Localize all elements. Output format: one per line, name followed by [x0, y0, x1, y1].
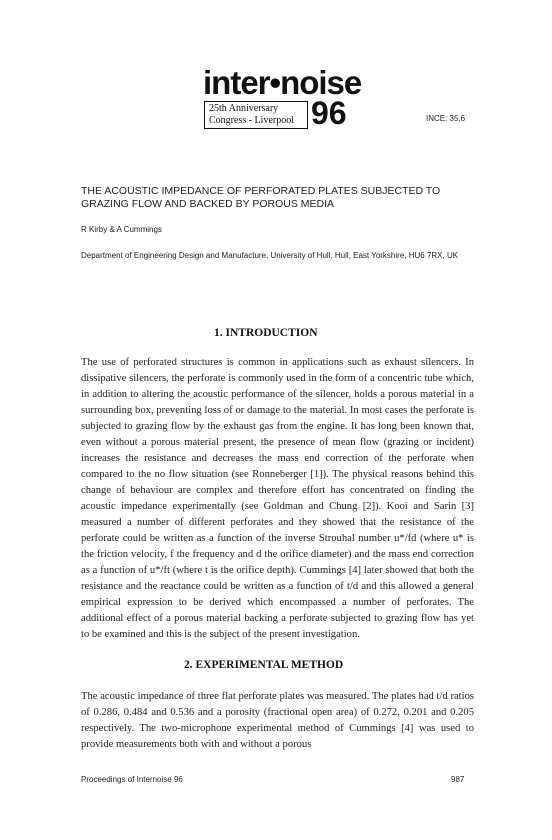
logo-year: 96	[311, 95, 347, 131]
anniversary-box	[204, 101, 308, 129]
introduction-paragraph: The use of perforated structures is common in applications such as exhaust silencers. In dissipative silencers, the perforate is commonly used in the form of a concentric tube which, in addition to altering the acoustic performance of the silencer, holds a porous material in a surrounding box, preventing loss of or damage to the material. In most cases the perforate is subjected to grazing flow by the exhaust gas from the engine. It has long been known that, even without a porous material present, the presence of mean flow (grazing or incident) increases the resistance and decreases the mass end correction of the perforate when compared to the no flow situation (see Ronneberger [1]). The physical reasons behind this change of behaviour are complex and therefore effort has concentrated on finding the acoustic impedance experimentally (see Goldman and Chung [2]). Kooi and Sarin [3] measured a number of different perforates and they showed that the resistance of the perforate could be written as a function of the inverse Strouhal number u*/fd (where u* is the friction velocity, f the frequency and d the orifice diameter) and the mass end correction as a function of u*/ft (where t is the orifice depth). Cummings [4] later showed that both the resistance and the reactance could be written as a function of t/d and this allowed a general empirical expression to be derived which encompassed a number of perforates. The additional effect of a porous material backing a perforate subjected to grazing flow has yet to be examined and this is the subject of the present investigation.	[81, 357, 474, 640]
anniversary-line-2: Congress - Liverpool	[209, 115, 294, 126]
affiliation: Department of Engineering Design and Manufacture, University of Hull, Hull, East Yorkshire, HU6 7RX, UK	[81, 251, 459, 260]
method-paragraph: The acoustic impedance of three flat perforate plates was measured. The plates had t/d ratios of 0.286, 0.484 and 0.536 and a porosity (fractional open area) of 0.272, 0.201 and 0.205 respectively. The two-microphone experimental method of Cummings [4] was used to provide measurements both with and without a porous	[81, 691, 474, 750]
introduction-text	[81, 355, 474, 643]
method-heading: 2. EXPERIMENTAL METHOD	[184, 659, 344, 671]
ince-code: INCE: 35.6	[426, 114, 466, 123]
method-text	[81, 689, 474, 753]
footer-proceedings: Proceedings of Internoise 96	[81, 775, 183, 784]
page-number: 987	[451, 775, 465, 784]
paper-title: THE ACOUSTIC IMPEDANCE OF PERFORATED PLATES SUBJECTED TO GRAZING FLOW AND BACKED BY POROUS MEDIA	[81, 185, 441, 210]
introduction-heading: 1. INTRODUCTION	[214, 327, 318, 339]
anniversary-line-1: 25th Anniversary	[209, 103, 279, 114]
authors: R Kirby & A Cummings	[81, 225, 162, 234]
logo-wordmark: inter•noise	[203, 64, 362, 101]
